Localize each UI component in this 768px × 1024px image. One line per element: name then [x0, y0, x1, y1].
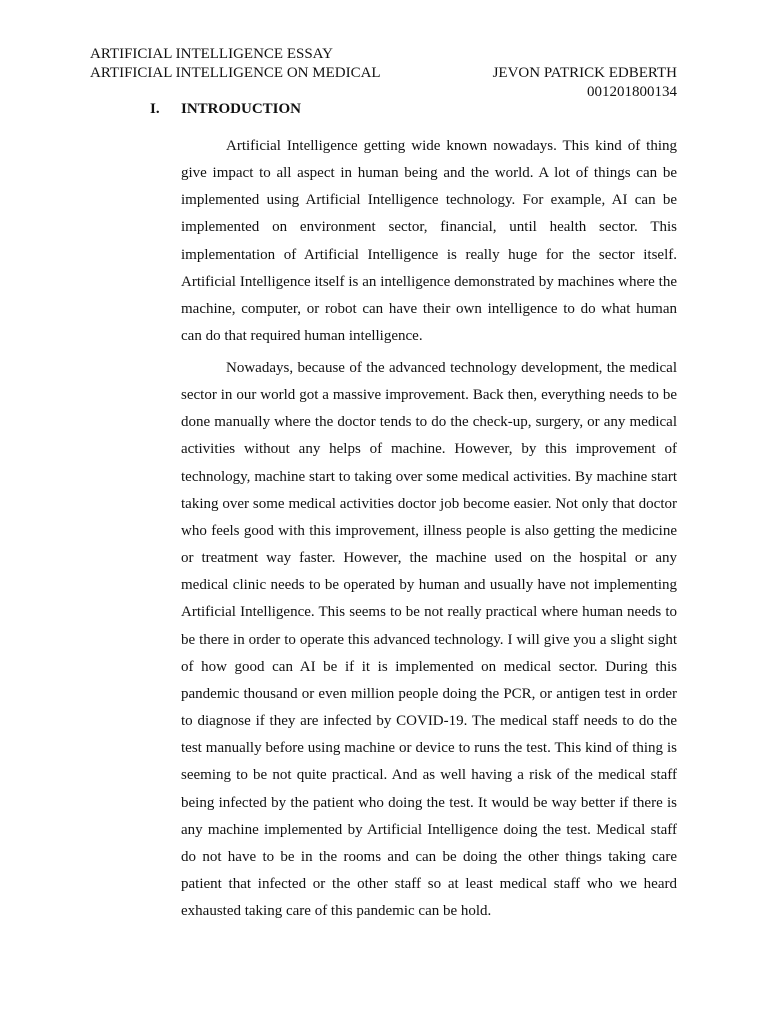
- section-title: INTRODUCTION: [181, 101, 302, 117]
- section-heading: [150, 99, 301, 119]
- author-name: JEVON PATRICK EDBERTH: [492, 65, 677, 81]
- essay-title-line: ARTIFICIAL INTELLIGENCE ESSAY: [90, 46, 333, 62]
- body-paragraph: Artificial Intelligence getting wide known nowadays. This kind of thing give impact to all aspect in human being and the world. A lot of things can be implemented using Artificial Intelligence technology. For example, AI can be implemented on environment sector, financial, until health sector. This implementation of Artificial Intelligence is really huge for the sector itself. Artificial Intelligence itself is an intelligence demonstrated by machines where the machine, computer, or robot can have their own intelligence to do what human can do that required human intelligence.: [181, 138, 677, 345]
- document-header-left: [90, 45, 381, 83]
- essay-subtitle-line: ARTIFICIAL INTELLIGENCE ON MEDICAL: [90, 65, 381, 81]
- body-paragraph: Nowadays, because of the advanced technology development, the medical sector in our world got a massive improvement. Back then, everything needs to be done manually where the doctor tends to do the check-up, surgery, or any medical activities without any helps of machine. However, by this improvement of technology, machine start to taking over some medical activities. By machine start taking over some medical activities doctor job become easier. Not only that doctor who feels good with this improvement, illness people is also getting the medicine or treatment way faster. However, the machine used on the hospital or any medical clinic needs to be operated by human and usually have not implementing Artificial Intelligence. This seems to be not really practical where human needs to be there in order to operate this advanced technology. I will give you a slight sight of how good can AI be if it is implemented on medical sector. During this pandemic thousand or even million people doing the PCR, or antigen test in order to diagnose if they are infected by COVID-19. The medical staff needs to do the test manually before using machine or device to runs the test. This kind of thing is seeming to be not quite practical. And as well having a risk of the medical staff being infected by the patient who doing the test. It would be way better if there is any machine implemented by Artificial Intelligence doing the test. Medical staff do not have to be in the rooms and can be doing the other things taking care patient that infected or the other staff so at least medical staff who we heard exhausted taking care of this pandemic can be hold.: [181, 360, 677, 920]
- section-number: I.: [150, 101, 160, 117]
- document-header-right: [493, 64, 677, 102]
- student-id: 001201800134: [587, 84, 677, 100]
